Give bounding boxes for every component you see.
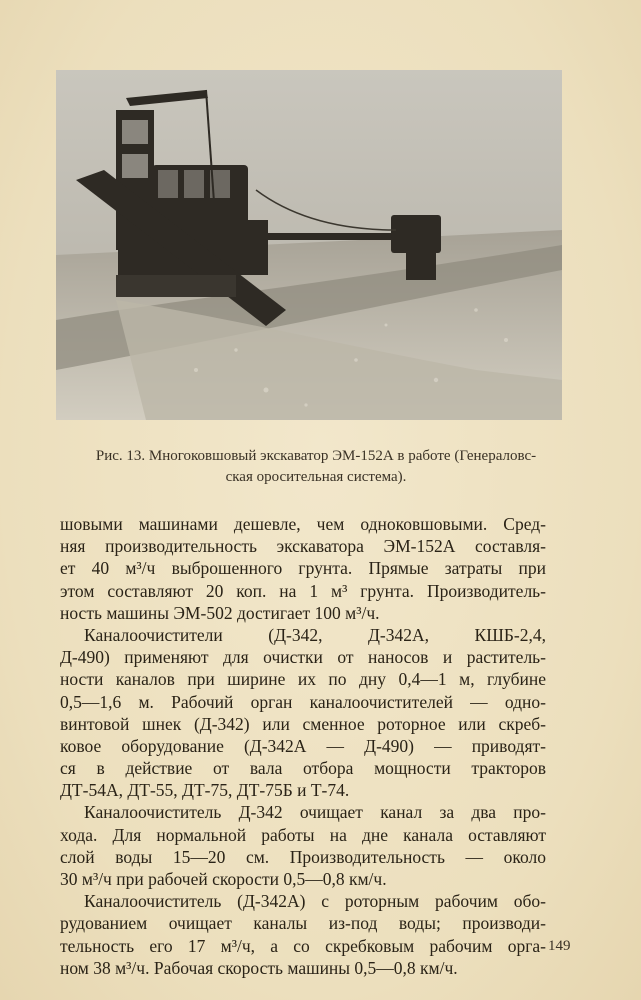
excavator-photo	[56, 70, 562, 420]
text-line: няя производительность экскаватора ЭМ-152А составля-	[60, 536, 546, 557]
text-line: шовыми машинами дешевле, чем одноковшовыми. Сред-	[60, 514, 546, 534]
text-line: слой воды 15—20 см. Производительность — около	[60, 846, 546, 867]
text-line: винтовой шнек (Д-342) или сменное роторное или скреб-	[60, 713, 546, 734]
text-line: хода. Для нормальной работы на дне канала оставляют	[60, 824, 546, 845]
excavator-photo-illustration	[56, 70, 562, 420]
text-line: ность машины ЭМ-502 достигает 100 м³/ч.	[60, 602, 380, 623]
text-line: Каналоочистители (Д-342, Д-342А, КШБ-2,4,	[84, 624, 546, 645]
text-line: ном 38 м³/ч. Рабочая скорость машины 0,5—0,8 км/ч.	[60, 957, 458, 978]
body-text	[60, 513, 546, 979]
text-line: Д-490) применяют для очистки от наносов и раститель-	[60, 647, 546, 668]
caption-line: ская оросительная система).	[225, 469, 407, 485]
page-number: 149	[548, 938, 571, 954]
text-line: Каналоочиститель (Д-342А) с роторным рабочим обо-	[84, 891, 546, 912]
text-line: тельность его 17 м³/ч, а со скребковым рабочим орга-	[60, 935, 546, 956]
caption-line: Рис. 13. Многоковшовый экскаватор ЭМ-152А в работе (Генераловс-	[95, 448, 537, 464]
figure-caption	[52, 446, 580, 488]
text-line: ся в действие от вала отбора мощности тракторов	[60, 758, 546, 779]
text-line: Каналоочиститель Д-342 очищает канал за два про-	[84, 802, 546, 823]
text-line: 30 м³/ч при рабочей скорости 0,5—0,8 км/ч.	[60, 869, 387, 889]
text-line: ДТ-54А, ДТ-55, ДТ-75, ДТ-75Б и Т-74.	[60, 780, 350, 801]
text-line: ности каналов при ширине их по дну 0,4—1 м, глубине	[60, 669, 546, 690]
text-line: рудованием очищает каналы из-под воды; производи-	[60, 913, 546, 934]
text-line: этом составляют 20 коп. на 1 м³ грунта. Производитель-	[60, 580, 546, 601]
text-line: ковое оборудование (Д-342А — Д-490) — приводят-	[60, 735, 546, 756]
text-line: ет 40 м³/ч выброшенного грунта. Прямые затраты при	[60, 558, 546, 579]
text-line: 0,5—1,6 м. Рабочий орган каналоочистителей — одно-	[60, 691, 546, 712]
